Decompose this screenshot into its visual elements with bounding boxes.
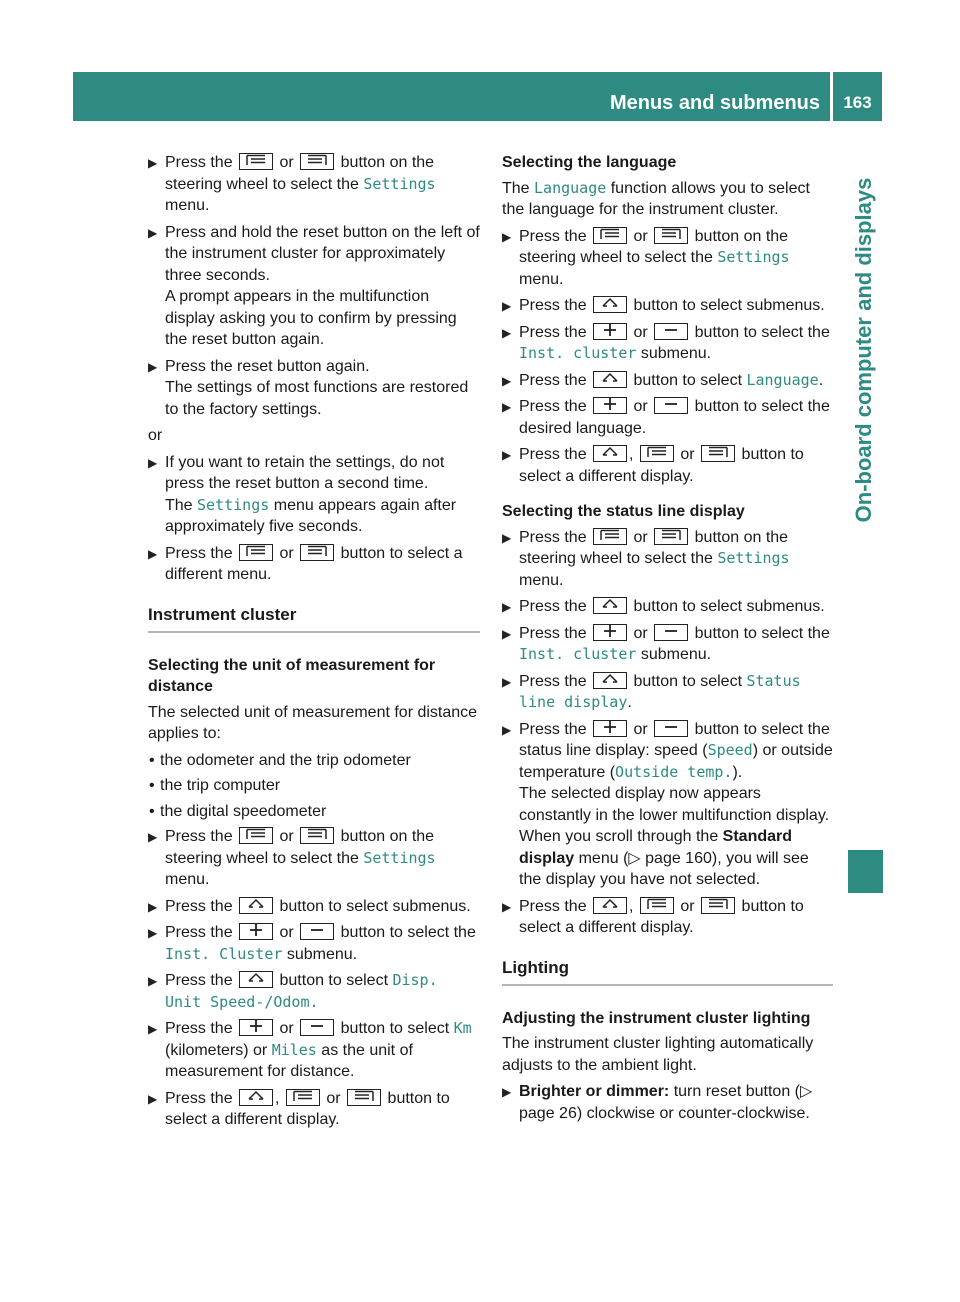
plus-button-icon: [593, 323, 627, 340]
minus-button-icon: [300, 1019, 334, 1036]
list-item: ▶ Press the or button on the steering wheel to select the Settings menu.: [502, 528, 790, 589]
arrow-right-icon: ▶: [502, 722, 512, 737]
arrow-right-icon: ▶: [502, 600, 512, 614]
list-item: ▶ Press the button to select submenus.: [502, 596, 833, 618]
subheading-distance-unit: Selecting the unit of measurement for distance: [148, 656, 436, 695]
back-button-icon: [239, 971, 273, 988]
list-item: ▶ Press the or button on the steering wheel to select the Settings menu.: [148, 828, 436, 888]
arrow-right-icon: ▶: [502, 674, 512, 689]
back-button-icon: [593, 296, 627, 313]
menu-left-button-icon: [239, 827, 273, 844]
menu-right-button-icon: [347, 1089, 381, 1106]
list-item: ▶ Press the button to select Status line display.: [502, 671, 801, 711]
bullet-item: • the odometer and the trip odometer: [149, 751, 411, 769]
arrow-right-icon: ▶: [148, 899, 158, 914]
list-item: ▶ Press the or button on the steering wheel to select the Settings menu.: [148, 154, 436, 214]
side-tab-label: On-board computer and displays: [851, 177, 876, 523]
list-item: ▶ Press the reset button again. The settings of most functions are restored to the factory settings.: [148, 357, 469, 418]
menu-right-button-icon: [300, 827, 334, 844]
back-button-icon: [593, 597, 627, 614]
menu-left-button-icon: [239, 153, 273, 170]
arrow-right-icon: ▶: [148, 830, 158, 844]
menu-left-button-icon: [640, 445, 674, 462]
back-button-icon: [593, 445, 627, 462]
list-item: ▶ Press and hold the reset button on the left of the instrument cluster for approximately three seconds. A prompt appears in the multifunction display asking you to confirm by pressing the reset button again.: [148, 223, 480, 348]
list-item: ▶ Press the or button to select the Inst. cluster submenu.: [502, 323, 830, 362]
bullet-item: • the trip computer: [149, 777, 281, 794]
list-item: ▶ Press the , or button to select a different display.: [148, 1089, 450, 1128]
arrow-right-icon: ▶: [148, 1022, 158, 1036]
arrow-right-icon: ▶: [502, 229, 512, 244]
arrow-right-icon: ▶: [148, 546, 158, 561]
menu-right-button-icon: [654, 528, 688, 545]
arrow-right-icon: ▶: [502, 530, 512, 545]
arrow-right-icon: ▶: [148, 359, 158, 374]
section-heading-instrument-cluster: Instrument cluster: [148, 604, 480, 633]
back-button-icon: [239, 897, 273, 914]
list-item: ▶ Press the or button to select the desired language.: [502, 398, 830, 437]
list-item: ▶ Press the , or button to select a different display.: [502, 446, 804, 485]
back-button-icon: [593, 672, 627, 689]
menu-left-button-icon: [593, 528, 627, 545]
arrow-right-icon: ▶: [502, 626, 512, 641]
list-item: ▶ Press the or button to select the Inst. Cluster submenu.: [148, 924, 476, 963]
menu-left-button-icon: [593, 227, 627, 244]
menu-right-button-icon: [300, 544, 334, 561]
list-item: ▶ Press the or button to select Km (kilometers) or Miles as the unit of measurement for distance.: [148, 1019, 472, 1080]
minus-button-icon: [654, 397, 688, 414]
arrow-right-icon: ▶: [148, 1091, 158, 1106]
menu-left-button-icon: [286, 1089, 320, 1106]
arrow-right-icon: ▶: [502, 1085, 512, 1099]
list-item: ▶ Press the button to select Language.: [502, 370, 833, 392]
section-heading-lighting: Lighting: [502, 957, 833, 986]
plus-button-icon: [593, 624, 627, 641]
menu-left-button-icon: [640, 897, 674, 914]
right-column: [502, 152, 833, 1129]
back-button-icon: [593, 371, 627, 388]
plus-button-icon: [593, 397, 627, 414]
list-item: ▶ Press the button to select Disp. Unit Speed-/Odom.: [148, 971, 438, 1011]
list-item: ▶ Press the or button on the steering wheel to select the Settings menu.: [502, 227, 790, 288]
back-button-icon: [593, 897, 627, 914]
side-tab-marker: [848, 850, 883, 893]
subheading-lighting: Adjusting the instrument cluster lighting: [502, 1009, 811, 1027]
left-column: [148, 152, 480, 1136]
arrow-right-icon: ▶: [502, 899, 512, 914]
list-item: ▶ If you want to retain the settings, do not press the reset button a second time. The Settings menu appears again after approximately five seconds.: [148, 453, 457, 535]
arrow-right-icon: ▶: [502, 400, 512, 414]
arrow-right-icon: ▶: [148, 974, 158, 988]
back-button-icon: [239, 1089, 273, 1106]
page-number: 163: [843, 93, 872, 112]
list-item: ▶ Press the or button to select a different menu.: [148, 544, 463, 583]
menu-right-button-icon: [300, 153, 334, 170]
menu-right-button-icon: [654, 227, 688, 244]
minus-button-icon: [300, 923, 334, 940]
distance-intro: The selected unit of measurement for distance applies to:: [148, 703, 478, 742]
menu-right-button-icon: [701, 897, 735, 914]
list-item: ▶ Brighter or dimmer: turn reset button (▷ page 26) clockwise or counter-clockwise.: [502, 1083, 813, 1122]
menu-left-button-icon: [239, 544, 273, 561]
bullet-item: • the digital speedometer: [149, 802, 327, 820]
list-item: ▶ Press the button to select submenus.: [148, 896, 480, 918]
page-title: Menus and submenus: [609, 92, 820, 114]
list-item: ▶ Press the button to select submenus.: [502, 295, 833, 317]
side-tab: [845, 160, 883, 540]
language-intro: The Language function allows you to select the language for the instrument cluster.: [502, 178, 810, 218]
plus-button-icon: [593, 720, 627, 737]
arrow-right-icon: ▶: [148, 926, 158, 940]
list-item: ▶ Press the , or button to select a different display.: [502, 897, 804, 936]
arrow-right-icon: ▶: [502, 448, 512, 462]
list-item: ▶ Press the or button to select the Inst. cluster submenu.: [502, 624, 830, 663]
arrow-right-icon: ▶: [148, 455, 158, 470]
arrow-right-icon: ▶: [148, 156, 158, 170]
or-text: or: [148, 427, 163, 444]
arrow-right-icon: ▶: [502, 325, 512, 340]
lighting-intro: The instrument cluster lighting automatically adjusts to the ambient light.: [502, 1035, 814, 1074]
minus-button-icon: [654, 624, 688, 641]
plus-button-icon: [239, 923, 273, 940]
arrow-right-icon: ▶: [502, 299, 512, 313]
subheading-language: Selecting the language: [502, 154, 677, 171]
menu-right-button-icon: [701, 445, 735, 462]
list-item: ▶ Press the or button to select the status line display: speed (Speed) or outside temperature (Outside temp.). The selected display now appears constantly in the lower multifunction display. When you scroll through the Standard display menu (▷ page 160), you will see the display you have not selected.: [502, 720, 833, 888]
arrow-right-icon: ▶: [502, 373, 512, 388]
minus-button-icon: [654, 323, 688, 340]
minus-button-icon: [654, 720, 688, 737]
plus-button-icon: [239, 1019, 273, 1036]
arrow-right-icon: ▶: [148, 225, 158, 240]
subheading-status-line: Selecting the status line display: [502, 503, 745, 520]
